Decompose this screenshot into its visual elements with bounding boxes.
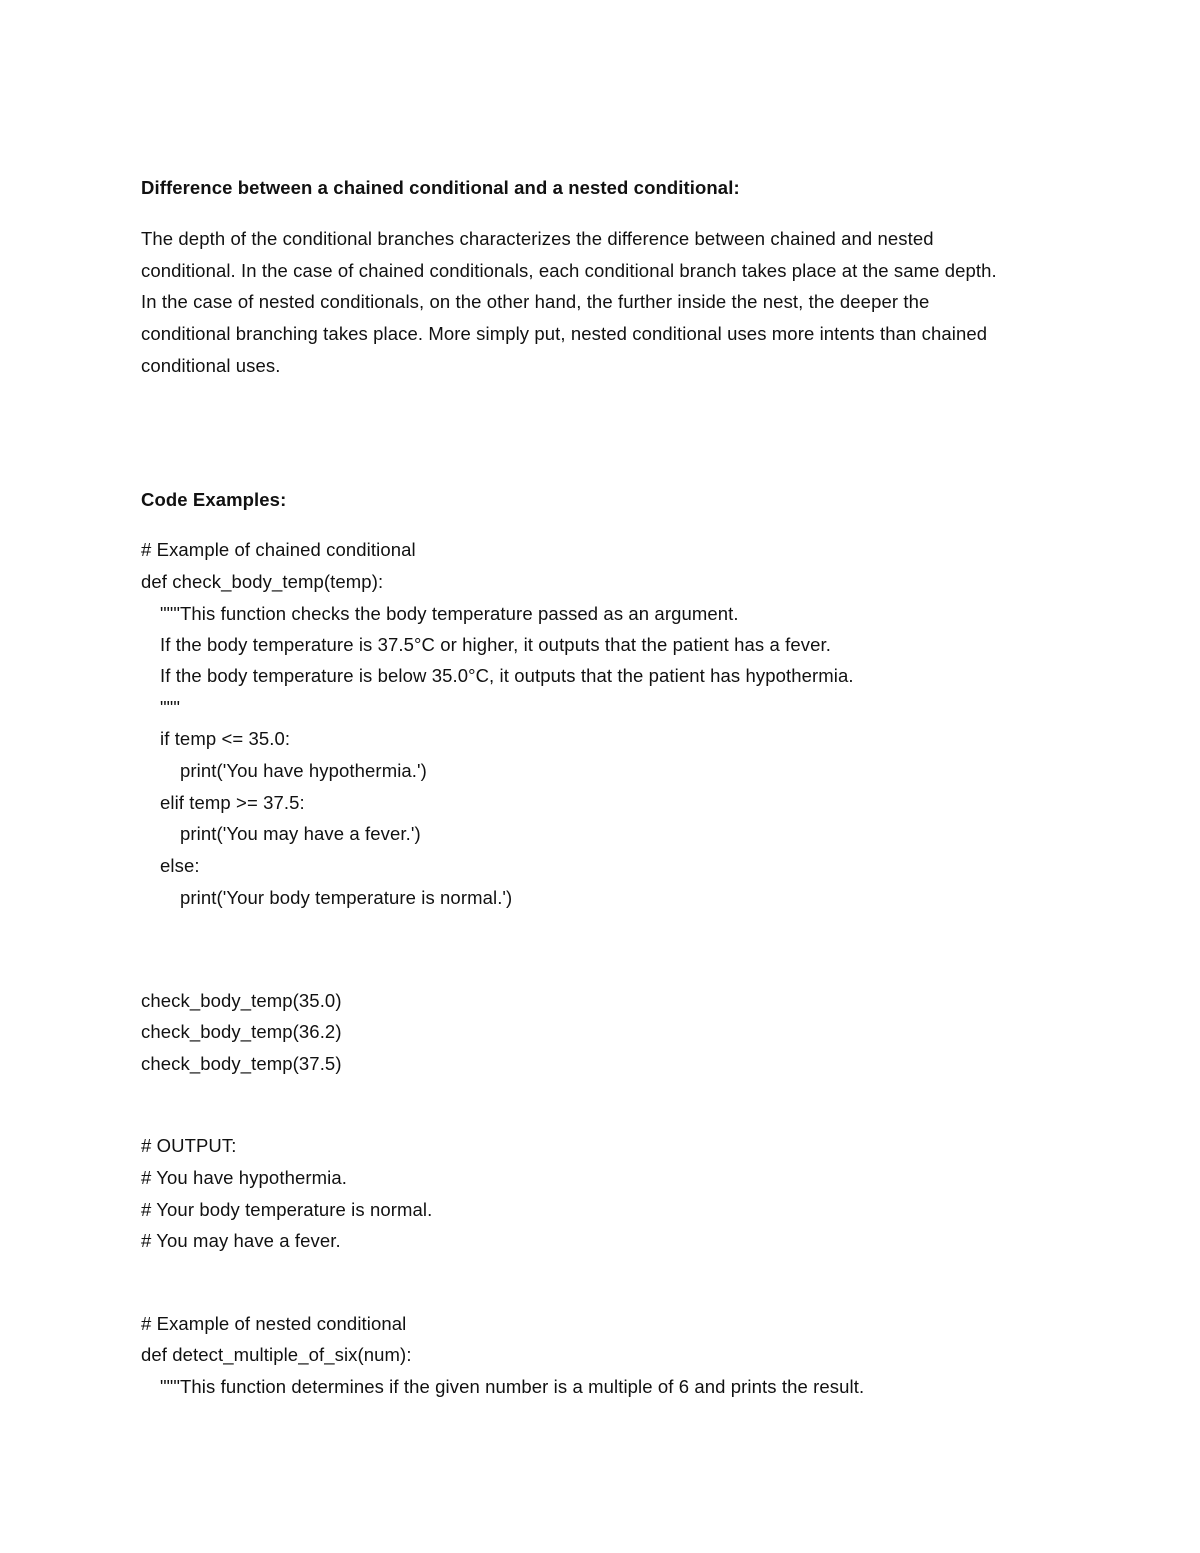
code-print-line: print('You may have a fever.') [180,823,421,844]
output-comment: # You may have a fever. [141,1230,341,1251]
code-if-line: if temp <= 35.0: [160,728,291,749]
code-def-line: def detect_multiple_of_six(num): [141,1344,412,1365]
paragraph-line: conditional. In the case of chained conditionals, each conditional branch takes place at the same depth. [141,260,997,281]
code-print-line: print('Your body temperature is normal.') [180,887,513,908]
code-print-line: print('You have hypothermia.') [180,760,427,781]
code-comment: # Example of chained conditional [141,539,416,560]
output-comment: # Your body temperature is normal. [141,1199,433,1220]
code-docstring-end: """ [160,697,181,718]
code-def-line: def check_body_temp(temp): [141,571,384,592]
code-docstring-line: """This function checks the body temperature passed as an argument. [160,603,739,624]
heading-difference: Difference between a chained conditional and a nested conditional: [141,177,740,198]
code-comment: # Example of nested conditional [141,1313,407,1334]
output-comment: # You have hypothermia. [141,1167,347,1188]
code-docstring-line: If the body temperature is below 35.0°C, it outputs that the patient has hypothermia. [160,665,854,686]
code-docstring-line: If the body temperature is 37.5°C or higher, it outputs that the patient has a fever. [160,634,831,655]
paragraph-line: The depth of the conditional branches characterizes the difference between chained and nested [141,228,934,249]
code-elif-line: elif temp >= 37.5: [160,792,305,813]
paragraph-line: In the case of nested conditionals, on the other hand, the further inside the nest, the deeper the [141,291,930,312]
code-call-line: check_body_temp(36.2) [141,1021,342,1042]
code-else-line: else: [160,855,200,876]
paragraph-line: conditional branching takes place. More simply put, nested conditional uses more intents than chained [141,323,988,344]
code-call-line: check_body_temp(37.5) [141,1053,342,1074]
heading-code-examples: Code Examples: [141,489,287,510]
output-comment: # OUTPUT: [141,1135,237,1156]
paragraph-line: conditional uses. [141,355,281,376]
code-call-line: check_body_temp(35.0) [141,990,342,1011]
code-docstring-line: """This function determines if the given number is a multiple of 6 and prints the result. [160,1376,865,1397]
